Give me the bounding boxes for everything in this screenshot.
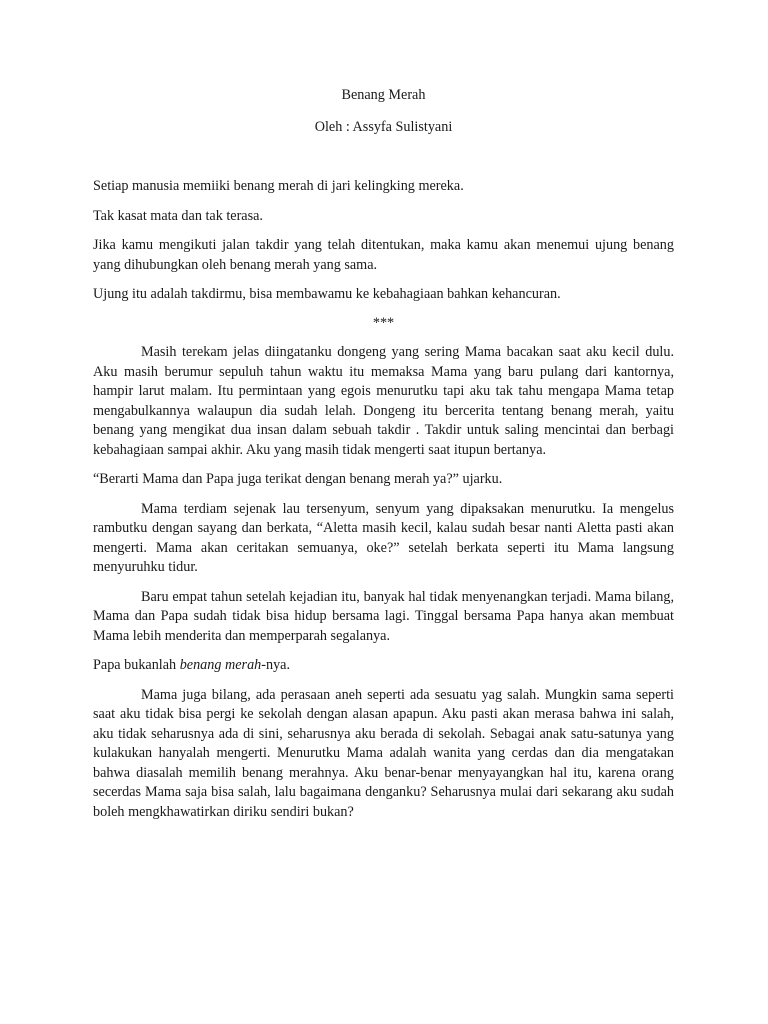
paragraph-5-end: -nya. [261,657,291,673]
paragraph-2: “Berarti Mama dan Papa juga terikat dengan benang merah ya?” ujarku. [93,471,503,487]
paragraph-1: Masih terekam jelas diingatanku dongeng yang sering Mama bacakan saat aku kecil dulu. Aku masih berumur sepuluh tahun waktu itu memaksa Mama yang baru pulang dari kantornya, hampir larut malam. Itu permintaan yang egois menurutku tapi aku tak tahu mengapa Mama tetap mengabulkannya walaupun dia sudah lelah. Dongeng itu bercerita tentang benang merah, yaitu benang yang mengikat dua insan dalam sebuah takdir . Takdir untuk saling mencintai dan berbagi kebahagiaan sampai akhir. Aku yang masih tidak mengerti saat itupun bertanya. [93,344,674,458]
story-title: Benang Merah [341,87,426,103]
section-separator: *** [372,314,395,331]
paragraph-6: Mama juga bilang, ada perasaan aneh seperti ada sesuatu yag salah. Mungkin sama seperti saat aku tidak bisa pergi ke sekolah dengan alasan apapun. Aku pasti akan merasa bahwa ini salah, aku tidak seharusnya ada di sini, seharusnya aku berada di sekolah. Sebagai anak satu-satunya yang kulakukan hanyalah mengerti. Menurutku Mama adalah wanita yang cerdas dan dia mengatakan bahwa diasalah memilih benang merahnya. Aku benar-benar menyayangkan hal itu, karena orang secerdas Mama saja bisa salah, lalu bagaimana denganku? Seharusnya mulai dari sekarang aku sudah boleh mengkhawatirkan diriku sendiri bukan? [93,686,674,820]
author-line: Oleh : Assyfa Sulistyani [314,118,453,135]
intro-line-3: Jika kamu mengikuti jalan takdir yang telah ditentukan, maka kamu akan menemui ujung benang yang dihubungkan oleh benang merah yang sama. [93,237,674,273]
intro-line-1: Setiap manusia memiiki benang merah di jari kelingking mereka. [93,178,464,194]
paragraph-4: Baru empat tahun setelah kejadian itu, banyak hal tidak menyenangkan terjadi. Mama bilang, Mama dan Papa sudah tidak bisa hidup bersama lagi. Tinggal bersama Papa hanya akan membuat Mama lebih menderita dan memperparah segalanya. [93,588,674,644]
intro-line-2: Tak kasat mata dan tak terasa. [93,207,263,224]
document-body [93,86,674,822]
paragraph-5 [93,656,674,676]
paragraph-5-italic: benang merah [179,657,262,673]
intro-line-4: Ujung itu adalah takdirmu, bisa membawamu ke kebahagiaan bahkan kehancuran. [93,286,561,302]
paragraph-5-start: Papa bukanlah [93,657,180,673]
paragraph-3: Mama terdiam sejenak lau tersenyum, senyum yang dipaksakan menurutku. Ia mengelus rambutku dengan sayang dan berkata, “Aletta masih kecil, kalau sudah besar nanti Aletta pasti akan mengerti. Mama akan ceritakan semuanya, oke?” setelah berkata seperti itu Mama langsung menyuruhku tidur. [93,500,674,575]
